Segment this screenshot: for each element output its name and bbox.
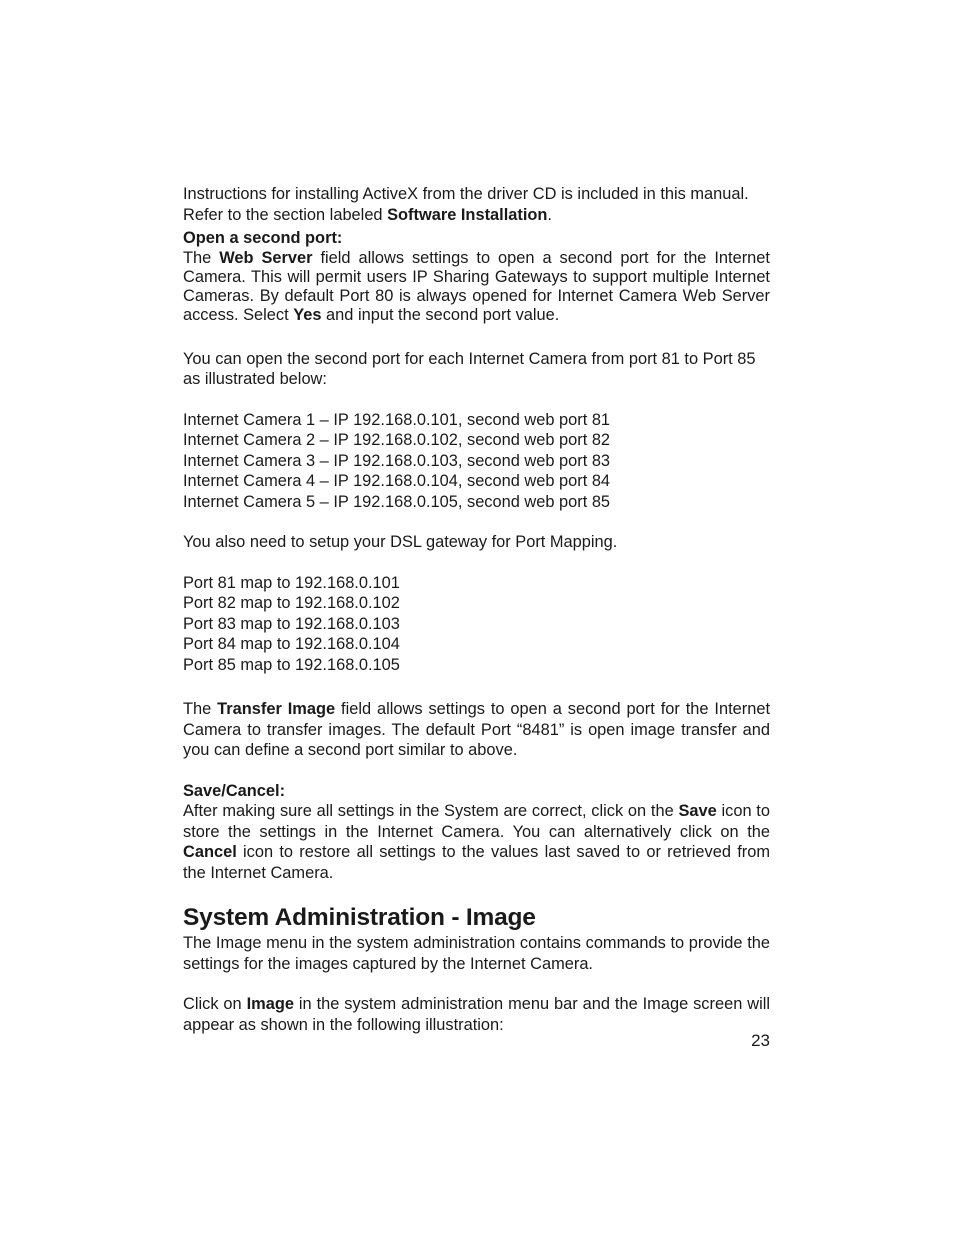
click-image-paragraph [183,994,770,1035]
click-image-text-2: in the system administration menu bar and the Image screen will appear as shown in the following illustration: [183,995,770,1034]
save-cancel-text-3: icon to restore all settings to the values last saved to or retrieved from the Internet Camera. [183,843,770,882]
intro-line-2-end: . [547,205,552,224]
open-second-port-heading: Open a second port: [183,229,343,247]
port-mapping-item: Port 85 map to 192.168.0.105 [183,655,400,674]
camera-item: Internet Camera 5 – IP 192.168.0.105, second web port 85 [183,492,611,511]
transfer-image-text-1: The [183,700,218,718]
camera-item: Internet Camera 2 – IP 192.168.0.102, second web port 82 [183,431,611,449]
save-cancel-paragraph [183,801,770,883]
web-server-paragraph [183,249,770,325]
port-mapping-list [183,573,770,676]
section-heading-image: System Administration - Image [183,904,536,931]
web-server-text-3: and input the second port value. [321,305,560,324]
web-server-term: Web Server [219,248,313,267]
click-image-text-1: Click on [183,995,247,1013]
save-term: Save [678,802,717,820]
intro-line-2 [183,205,770,226]
camera-item: Internet Camera 3 – IP 192.168.0.103, second web port 83 [183,451,611,470]
intro-line-2-text: Refer to the section labeled [183,205,388,224]
port-mapping-item: Port 83 map to 192.168.0.103 [183,614,400,633]
port-mapping-item: Port 81 map to 192.168.0.101 [183,573,400,592]
web-server-text-1: The [183,248,220,267]
transfer-image-term: Transfer Image [217,700,336,718]
web-server-text-2: field allows settings to open a second port for the Internet Camera. This will permit users IP Sharing Gateways to support multiple Internet Cameras. By default Port 80 is always opened for Internet Camera Web Server access. Select [183,248,770,324]
image-term: Image [246,995,294,1013]
page-number: 23 [751,1031,770,1050]
camera-list [183,410,770,513]
transfer-image-paragraph [183,699,770,761]
port-mapping-item: Port 84 map to 192.168.0.104 [183,635,400,653]
software-installation-ref: Software Installation [387,205,548,224]
camera-item: Internet Camera 4 – IP 192.168.0.104, second web port 84 [183,472,611,490]
port-mapping-item: Port 82 map to 192.168.0.102 [183,594,400,612]
intro-line-1: Instructions for installing ActiveX from the driver CD is included in this manual. [183,185,749,203]
yes-term: Yes [293,305,322,324]
second-port-range-paragraph: You can open the second port for each Internet Camera from port 81 to Port 85 as illustrated below: [183,349,756,388]
image-menu-paragraph: The Image menu in the system administration contains commands to provide the settings for the images captured by the Internet Camera. [183,934,770,973]
cancel-term: Cancel [183,843,237,861]
save-cancel-text-1: After making sure all settings in the System are correct, click on the [183,802,679,820]
save-cancel-text-2: icon to store the settings in the Internet Camera. You can alternatively click on the [183,802,770,841]
transfer-image-text-2: field allows settings to open a second port for the Internet Camera to transfer images. The default Port “8481” is open image transfer and you can define a second port similar to above. [183,700,770,759]
save-cancel-heading: Save/Cancel: [183,781,286,800]
dsl-gateway-paragraph: You also need to setup your DSL gateway for Port Mapping. [183,533,618,551]
page-content [183,184,770,1035]
camera-item: Internet Camera 1 – IP 192.168.0.101, second web port 81 [183,410,611,429]
